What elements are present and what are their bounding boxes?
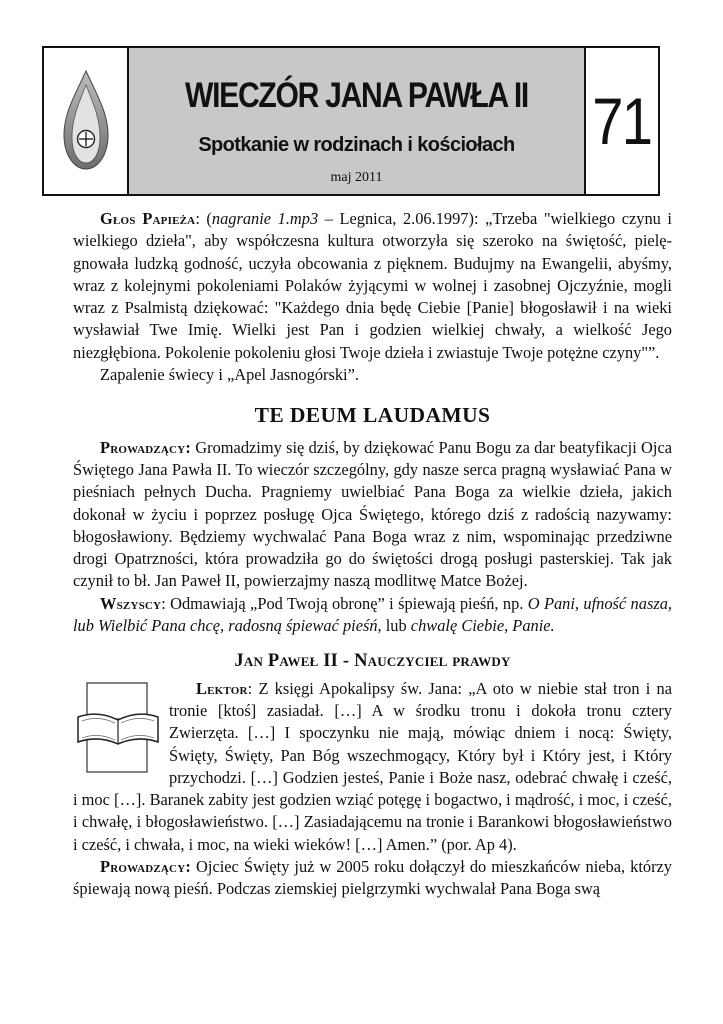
paragraph-leader-intro <box>73 437 672 593</box>
paragraph-text: Ojciec Święty już w 2005 roku dołączył do mieszkańców nieba, którzy śpiewają nową pieśń. Podczas ziemskiej pielgrzymki wychwalał Pana Boga swą <box>73 857 672 899</box>
speaker-label: Prowadzący: <box>100 857 192 877</box>
speaker-label: Wszyscy <box>100 593 162 613</box>
open-book-icon <box>73 680 163 776</box>
song-title-last: chwalę Ciebie, Panie. <box>410 616 555 636</box>
paragraph-text: : Z księgi Apokalipsy św. Jana: „A oto w niebie stał tron i na tronie [ktoś] zasiadał. […] A w środku tronu i dokoła tronu cztery Zwierzęta. […] I spoczynku nie mają, mówiąc dniem i nocą: Święty, Święty, Święty, Pan Bóg wszechmogący, Który był i Który jest, i Który przychodzi. […] Godzien jesteś, Panie i Boże nasz, odebrać chwałę i cześć, i moc […]. Baranek zabity jest godzien wziąć potęgę i bogactwo, i mądrość, i moc, i cześć, i chwałę, i błogosławieństwo. […] Zasiadającemu na tronie i Barankowi błogosławieństwo i cześć, i chwała, i moc, na wieki wieków! […] Amen.” (por. Ap 4). <box>73 678 672 854</box>
section-heading-teacher: Jan Paweł II - Nauczyciel prawdy <box>234 651 511 672</box>
paragraph-leader-continue <box>73 856 672 901</box>
text-fragment: : ( <box>195 209 212 228</box>
publication-date: maj 2011 <box>330 170 383 185</box>
paragraph-pope-voice <box>73 208 672 364</box>
issue-number: 71 <box>592 84 652 158</box>
speaker-label: Prowadzący: <box>100 437 192 457</box>
article-body <box>73 208 672 901</box>
title-cell <box>129 48 586 194</box>
header-box <box>42 46 660 196</box>
speaker-label: Lektor <box>196 678 248 698</box>
song-titles: O Pani, ufność nasza, lub Wielbić Pana chcę, radosną śpiewać pieśń <box>73 593 672 636</box>
candle-flame-cross-icon <box>61 69 111 173</box>
recording-reference: nagranie 1.mp3 <box>211 209 319 228</box>
issue-cell <box>586 48 658 194</box>
logo-cell <box>44 48 129 194</box>
paragraph-all <box>73 593 672 638</box>
paragraph-text: – Legnica, 2.06.1997): „Trzeba "wielkiego czynu i wielkiego dzieła", aby współczesna kultura otworzyła się szeroko na świętość, pielęgnowała ludzką godność, uczyła obcowania z pięknem. Budujmy na Ewangelii, abyśmy, wraz z kolejnymi pokoleniami Polaków żyjącymi w wolnej i zasobnej Ojczyźnie, mogli wraz z Psalmistą dziękować: "Każdego dnia będę Ciebie [Panie] błogosławił i na wieki wysławiał Twe Imię. Wielki jest Pan i godzien wielkiej chwały, a wielkość Jego niezgłębiona. Pokolenie pokoleniu głosi Twoje dzieła i zwiastuje Twoje potężne czyny"”. <box>73 209 672 362</box>
paragraph-reader <box>73 678 672 856</box>
publication-title: WIECZÓR JANA PAWŁA II <box>184 76 529 115</box>
section-heading-te-deum: TE DEUM LAUDAMUS <box>254 403 491 428</box>
paragraph-text: Gromadzimy się dziś, by dziękować Panu Bogu za dar beatyfikacji Ojca Świętego Jana Pawła II. To wieczór szczególny, gdy nasze serca pragną wysławiać Pana w pieśniach pełnych Ducha. Pragniemy uwielbiać Pana Boga za wielkie dzieła, jakich dokonał w życiu i poprzez posługę Ojca Świętego, którego dziś z radością nazywamy: błogosławiony. Będziemy wychwalać Pana Boga wraz z nim, wspominając przedziwne drogi Opatrzności, która prowadziła go do świętości drogą posługi pasterskiej. Tak jak czynił to bł. Jan Paweł II, powierzajmy naszą modlitwę Matce Bożej. <box>73 437 672 591</box>
paragraph-text: : Odmawiają „Pod Twoją obronę” i śpiewają pieśń, np. <box>161 593 528 613</box>
speaker-label: Głos Papieża <box>100 209 196 228</box>
publication-subtitle: Spotkanie w rodzinach i kościołach <box>198 134 515 156</box>
text-fragment: , lub <box>377 616 411 636</box>
paragraph-candle: Zapalenie świecy i „Apel Jasnogórski”. <box>100 365 359 385</box>
